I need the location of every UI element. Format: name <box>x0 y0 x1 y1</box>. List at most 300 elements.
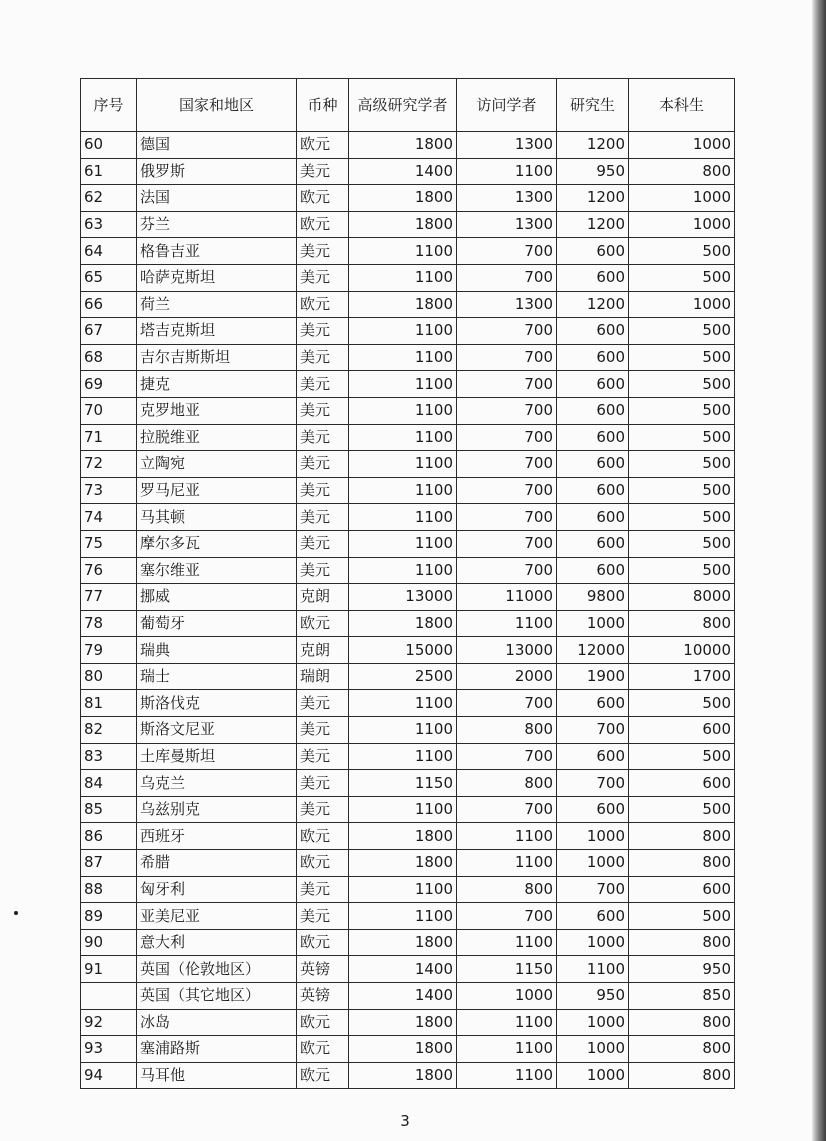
row-currency: 欧元 <box>297 850 349 877</box>
row-visiting-scholar: 700 <box>457 424 557 451</box>
row-country: 乌兹别克 <box>137 796 297 823</box>
table-row <box>81 451 735 478</box>
row-graduate: 950 <box>557 158 629 185</box>
row-senior-scholar: 1100 <box>349 530 457 557</box>
row-visiting-scholar: 700 <box>457 743 557 770</box>
row-graduate: 12000 <box>557 637 629 664</box>
row-country: 英国（伦敦地区） <box>137 956 297 983</box>
row-index: 78 <box>81 610 137 637</box>
row-undergraduate: 500 <box>629 451 735 478</box>
table-row <box>81 903 735 930</box>
row-undergraduate: 10000 <box>629 637 735 664</box>
row-country: 瑞典 <box>137 637 297 664</box>
row-currency: 美元 <box>297 238 349 265</box>
row-senior-scholar: 1800 <box>349 929 457 956</box>
row-senior-scholar: 1400 <box>349 956 457 983</box>
row-currency: 瑞朗 <box>297 663 349 690</box>
row-index: 89 <box>81 903 137 930</box>
row-graduate: 600 <box>557 371 629 398</box>
row-visiting-scholar: 700 <box>457 504 557 531</box>
row-senior-scholar: 1100 <box>349 743 457 770</box>
row-currency: 欧元 <box>297 185 349 212</box>
table-row <box>81 318 735 345</box>
row-undergraduate: 500 <box>629 397 735 424</box>
table-row <box>81 929 735 956</box>
row-visiting-scholar: 1100 <box>457 850 557 877</box>
row-visiting-scholar: 700 <box>457 397 557 424</box>
row-currency: 美元 <box>297 770 349 797</box>
row-index: 63 <box>81 211 137 238</box>
table-row <box>81 264 735 291</box>
row-index: 87 <box>81 850 137 877</box>
row-index: 80 <box>81 663 137 690</box>
row-index: 91 <box>81 956 137 983</box>
row-currency: 英镑 <box>297 956 349 983</box>
row-country: 冰岛 <box>137 1009 297 1036</box>
row-index: 65 <box>81 264 137 291</box>
row-graduate: 1200 <box>557 185 629 212</box>
row-visiting-scholar: 700 <box>457 477 557 504</box>
row-index: 62 <box>81 185 137 212</box>
row-visiting-scholar: 800 <box>457 770 557 797</box>
row-country: 西班牙 <box>137 823 297 850</box>
table-row <box>81 584 735 611</box>
row-currency: 美元 <box>297 424 349 451</box>
row-senior-scholar: 1800 <box>349 291 457 318</box>
row-visiting-scholar: 800 <box>457 717 557 744</box>
row-graduate: 1000 <box>557 929 629 956</box>
table-row <box>81 477 735 504</box>
table-row <box>81 850 735 877</box>
header-index: 序号 <box>81 79 137 132</box>
header-row <box>81 79 735 132</box>
row-currency: 美元 <box>297 451 349 478</box>
row-visiting-scholar: 1100 <box>457 823 557 850</box>
row-undergraduate: 800 <box>629 929 735 956</box>
row-graduate: 600 <box>557 477 629 504</box>
row-graduate: 1000 <box>557 1062 629 1089</box>
row-graduate: 600 <box>557 743 629 770</box>
row-currency: 欧元 <box>297 211 349 238</box>
row-index: 90 <box>81 929 137 956</box>
row-senior-scholar: 1100 <box>349 903 457 930</box>
row-visiting-scholar: 1100 <box>457 1009 557 1036</box>
row-index: 70 <box>81 397 137 424</box>
row-visiting-scholar: 13000 <box>457 637 557 664</box>
row-undergraduate: 800 <box>629 1009 735 1036</box>
row-index: 75 <box>81 530 137 557</box>
row-visiting-scholar: 1300 <box>457 211 557 238</box>
row-undergraduate: 500 <box>629 530 735 557</box>
row-country: 捷克 <box>137 371 297 398</box>
row-graduate: 1200 <box>557 211 629 238</box>
row-senior-scholar: 1400 <box>349 983 457 1010</box>
row-country: 亚美尼亚 <box>137 903 297 930</box>
row-country: 葡萄牙 <box>137 610 297 637</box>
row-index: 88 <box>81 876 137 903</box>
row-currency: 欧元 <box>297 1009 349 1036</box>
table-row <box>81 743 735 770</box>
row-senior-scholar: 15000 <box>349 637 457 664</box>
row-undergraduate: 500 <box>629 424 735 451</box>
row-visiting-scholar: 700 <box>457 371 557 398</box>
row-visiting-scholar: 800 <box>457 876 557 903</box>
row-graduate: 600 <box>557 264 629 291</box>
row-graduate: 600 <box>557 238 629 265</box>
row-country: 匈牙利 <box>137 876 297 903</box>
row-country: 哈萨克斯坦 <box>137 264 297 291</box>
row-index: 61 <box>81 158 137 185</box>
row-index: 71 <box>81 424 137 451</box>
row-visiting-scholar: 700 <box>457 796 557 823</box>
row-country: 挪威 <box>137 584 297 611</box>
row-country: 法国 <box>137 185 297 212</box>
scan-edge <box>812 0 826 1141</box>
row-undergraduate: 500 <box>629 690 735 717</box>
row-graduate: 9800 <box>557 584 629 611</box>
row-index: 72 <box>81 451 137 478</box>
row-visiting-scholar: 1000 <box>457 983 557 1010</box>
table-row <box>81 185 735 212</box>
row-country: 拉脱维亚 <box>137 424 297 451</box>
row-visiting-scholar: 700 <box>457 344 557 371</box>
row-senior-scholar: 1100 <box>349 690 457 717</box>
row-country: 斯洛文尼亚 <box>137 717 297 744</box>
row-senior-scholar: 1100 <box>349 424 457 451</box>
table-row <box>81 424 735 451</box>
row-currency: 欧元 <box>297 1036 349 1063</box>
row-currency: 美元 <box>297 318 349 345</box>
row-senior-scholar: 1100 <box>349 477 457 504</box>
page-number: 3 <box>400 1112 410 1130</box>
row-undergraduate: 1000 <box>629 132 735 159</box>
row-index: 68 <box>81 344 137 371</box>
row-graduate: 600 <box>557 451 629 478</box>
row-senior-scholar: 1100 <box>349 557 457 584</box>
row-currency: 美元 <box>297 796 349 823</box>
row-graduate: 600 <box>557 796 629 823</box>
row-undergraduate: 800 <box>629 158 735 185</box>
row-country: 俄罗斯 <box>137 158 297 185</box>
row-graduate: 1000 <box>557 850 629 877</box>
row-undergraduate: 600 <box>629 770 735 797</box>
row-currency: 美元 <box>297 344 349 371</box>
row-country: 马其顿 <box>137 504 297 531</box>
row-visiting-scholar: 700 <box>457 690 557 717</box>
row-graduate: 1000 <box>557 1009 629 1036</box>
table-row <box>81 717 735 744</box>
row-undergraduate: 500 <box>629 371 735 398</box>
row-index: 86 <box>81 823 137 850</box>
row-country: 乌克兰 <box>137 770 297 797</box>
row-index: 60 <box>81 132 137 159</box>
row-index: 76 <box>81 557 137 584</box>
row-senior-scholar: 1100 <box>349 344 457 371</box>
row-undergraduate: 800 <box>629 610 735 637</box>
row-graduate: 600 <box>557 318 629 345</box>
row-currency: 欧元 <box>297 929 349 956</box>
row-undergraduate: 500 <box>629 477 735 504</box>
row-index: 81 <box>81 690 137 717</box>
table-row <box>81 132 735 159</box>
row-undergraduate: 500 <box>629 264 735 291</box>
row-undergraduate: 500 <box>629 318 735 345</box>
stipend-table <box>80 78 735 1089</box>
table-row <box>81 663 735 690</box>
row-country: 芬兰 <box>137 211 297 238</box>
row-index: 93 <box>81 1036 137 1063</box>
table-row <box>81 690 735 717</box>
row-graduate: 1000 <box>557 823 629 850</box>
row-undergraduate: 800 <box>629 1062 735 1089</box>
row-undergraduate: 600 <box>629 876 735 903</box>
table-row <box>81 371 735 398</box>
row-graduate: 1900 <box>557 663 629 690</box>
row-senior-scholar: 1100 <box>349 796 457 823</box>
row-currency: 美元 <box>297 264 349 291</box>
table-row <box>81 344 735 371</box>
row-visiting-scholar: 1100 <box>457 610 557 637</box>
row-visiting-scholar: 1100 <box>457 158 557 185</box>
row-senior-scholar: 1800 <box>349 850 457 877</box>
table-row <box>81 530 735 557</box>
row-undergraduate: 500 <box>629 796 735 823</box>
row-graduate: 1000 <box>557 610 629 637</box>
row-visiting-scholar: 11000 <box>457 584 557 611</box>
row-currency: 美元 <box>297 557 349 584</box>
row-currency: 欧元 <box>297 291 349 318</box>
row-currency: 美元 <box>297 477 349 504</box>
table-row <box>81 823 735 850</box>
row-country: 吉尔吉斯斯坦 <box>137 344 297 371</box>
row-senior-scholar: 1100 <box>349 318 457 345</box>
row-index: 77 <box>81 584 137 611</box>
row-graduate: 600 <box>557 530 629 557</box>
row-visiting-scholar: 1300 <box>457 132 557 159</box>
row-visiting-scholar: 1100 <box>457 929 557 956</box>
row-country: 塔吉克斯坦 <box>137 318 297 345</box>
row-index: 74 <box>81 504 137 531</box>
row-senior-scholar: 1100 <box>349 504 457 531</box>
row-index: 82 <box>81 717 137 744</box>
row-currency: 欧元 <box>297 610 349 637</box>
table-row <box>81 291 735 318</box>
row-country: 格鲁吉亚 <box>137 238 297 265</box>
row-index: 79 <box>81 637 137 664</box>
row-visiting-scholar: 1100 <box>457 1062 557 1089</box>
row-undergraduate: 500 <box>629 903 735 930</box>
row-undergraduate: 1000 <box>629 291 735 318</box>
row-country: 荷兰 <box>137 291 297 318</box>
row-graduate: 600 <box>557 690 629 717</box>
row-undergraduate: 850 <box>629 983 735 1010</box>
row-senior-scholar: 13000 <box>349 584 457 611</box>
row-index: 67 <box>81 318 137 345</box>
row-senior-scholar: 1800 <box>349 1009 457 1036</box>
row-senior-scholar: 1800 <box>349 1036 457 1063</box>
table-row <box>81 637 735 664</box>
table-row <box>81 238 735 265</box>
row-undergraduate: 800 <box>629 850 735 877</box>
header-currency: 币种 <box>297 79 349 132</box>
row-undergraduate: 500 <box>629 504 735 531</box>
row-graduate: 1000 <box>557 1036 629 1063</box>
row-country: 意大利 <box>137 929 297 956</box>
table-row <box>81 770 735 797</box>
table-row <box>81 610 735 637</box>
table-row <box>81 557 735 584</box>
row-graduate: 600 <box>557 557 629 584</box>
row-country: 土库曼斯坦 <box>137 743 297 770</box>
row-graduate: 600 <box>557 424 629 451</box>
row-graduate: 1100 <box>557 956 629 983</box>
row-index: 84 <box>81 770 137 797</box>
row-index: 66 <box>81 291 137 318</box>
row-undergraduate: 500 <box>629 344 735 371</box>
row-graduate: 600 <box>557 397 629 424</box>
scan-speck <box>14 911 18 915</box>
table-row <box>81 158 735 185</box>
header-undergraduate: 本科生 <box>629 79 735 132</box>
table-row <box>81 1009 735 1036</box>
row-undergraduate: 500 <box>629 238 735 265</box>
row-country: 罗马尼亚 <box>137 477 297 504</box>
row-undergraduate: 500 <box>629 743 735 770</box>
row-undergraduate: 8000 <box>629 584 735 611</box>
row-currency: 美元 <box>297 690 349 717</box>
row-currency: 美元 <box>297 717 349 744</box>
row-currency: 美元 <box>297 504 349 531</box>
row-visiting-scholar: 700 <box>457 903 557 930</box>
row-visiting-scholar: 700 <box>457 318 557 345</box>
row-index: 73 <box>81 477 137 504</box>
row-senior-scholar: 1800 <box>349 185 457 212</box>
row-index: 92 <box>81 1009 137 1036</box>
row-senior-scholar: 1100 <box>349 876 457 903</box>
header-senior-scholar: 高级研究学者 <box>349 79 457 132</box>
row-currency: 欧元 <box>297 132 349 159</box>
header-country: 国家和地区 <box>137 79 297 132</box>
row-visiting-scholar: 1300 <box>457 291 557 318</box>
row-currency: 欧元 <box>297 1062 349 1089</box>
row-visiting-scholar: 1150 <box>457 956 557 983</box>
row-undergraduate: 1700 <box>629 663 735 690</box>
row-senior-scholar: 1100 <box>349 397 457 424</box>
row-undergraduate: 800 <box>629 823 735 850</box>
row-visiting-scholar: 1300 <box>457 185 557 212</box>
row-graduate: 1200 <box>557 291 629 318</box>
table-row <box>81 211 735 238</box>
row-undergraduate: 950 <box>629 956 735 983</box>
row-senior-scholar: 1800 <box>349 610 457 637</box>
row-senior-scholar: 2500 <box>349 663 457 690</box>
row-senior-scholar: 1400 <box>349 158 457 185</box>
row-index: 85 <box>81 796 137 823</box>
row-senior-scholar: 1100 <box>349 371 457 398</box>
row-graduate: 600 <box>557 344 629 371</box>
row-graduate: 1200 <box>557 132 629 159</box>
table-row <box>81 504 735 531</box>
row-index: 69 <box>81 371 137 398</box>
row-visiting-scholar: 700 <box>457 238 557 265</box>
header-visiting-scholar: 访问学者 <box>457 79 557 132</box>
row-senior-scholar: 1800 <box>349 132 457 159</box>
row-index <box>81 983 137 1010</box>
row-visiting-scholar: 1100 <box>457 1036 557 1063</box>
row-senior-scholar: 1100 <box>349 264 457 291</box>
row-country: 瑞士 <box>137 663 297 690</box>
row-senior-scholar: 1100 <box>349 717 457 744</box>
row-country: 摩尔多瓦 <box>137 530 297 557</box>
header-graduate: 研究生 <box>557 79 629 132</box>
row-graduate: 700 <box>557 770 629 797</box>
row-visiting-scholar: 700 <box>457 530 557 557</box>
row-currency: 美元 <box>297 371 349 398</box>
row-senior-scholar: 1150 <box>349 770 457 797</box>
row-senior-scholar: 1100 <box>349 451 457 478</box>
row-index: 94 <box>81 1062 137 1089</box>
row-currency: 美元 <box>297 397 349 424</box>
row-country: 希腊 <box>137 850 297 877</box>
row-graduate: 700 <box>557 876 629 903</box>
row-currency: 美元 <box>297 876 349 903</box>
row-currency: 美元 <box>297 903 349 930</box>
row-country: 斯洛伐克 <box>137 690 297 717</box>
row-index: 83 <box>81 743 137 770</box>
row-graduate: 600 <box>557 504 629 531</box>
row-index: 64 <box>81 238 137 265</box>
row-currency: 英镑 <box>297 983 349 1010</box>
row-undergraduate: 500 <box>629 557 735 584</box>
row-country: 立陶宛 <box>137 451 297 478</box>
row-currency: 克朗 <box>297 584 349 611</box>
row-currency: 克朗 <box>297 637 349 664</box>
row-senior-scholar: 1100 <box>349 238 457 265</box>
row-visiting-scholar: 2000 <box>457 663 557 690</box>
row-senior-scholar: 1800 <box>349 1062 457 1089</box>
row-currency: 美元 <box>297 158 349 185</box>
row-undergraduate: 800 <box>629 1036 735 1063</box>
row-undergraduate: 600 <box>629 717 735 744</box>
table-row <box>81 796 735 823</box>
table-row <box>81 1036 735 1063</box>
table-body <box>81 132 735 1089</box>
row-currency: 美元 <box>297 530 349 557</box>
row-country: 英国（其它地区） <box>137 983 297 1010</box>
row-senior-scholar: 1800 <box>349 823 457 850</box>
row-visiting-scholar: 700 <box>457 451 557 478</box>
table-header <box>81 79 735 132</box>
table-row <box>81 983 735 1010</box>
row-country: 塞浦路斯 <box>137 1036 297 1063</box>
row-visiting-scholar: 700 <box>457 264 557 291</box>
table-row <box>81 876 735 903</box>
row-country: 马耳他 <box>137 1062 297 1089</box>
row-undergraduate: 1000 <box>629 211 735 238</box>
table-row <box>81 956 735 983</box>
row-country: 德国 <box>137 132 297 159</box>
table-row <box>81 1062 735 1089</box>
row-country: 塞尔维亚 <box>137 557 297 584</box>
row-visiting-scholar: 700 <box>457 557 557 584</box>
row-currency: 欧元 <box>297 823 349 850</box>
row-graduate: 600 <box>557 903 629 930</box>
row-senior-scholar: 1800 <box>349 211 457 238</box>
row-graduate: 950 <box>557 983 629 1010</box>
row-graduate: 700 <box>557 717 629 744</box>
table-row <box>81 397 735 424</box>
row-currency: 美元 <box>297 743 349 770</box>
